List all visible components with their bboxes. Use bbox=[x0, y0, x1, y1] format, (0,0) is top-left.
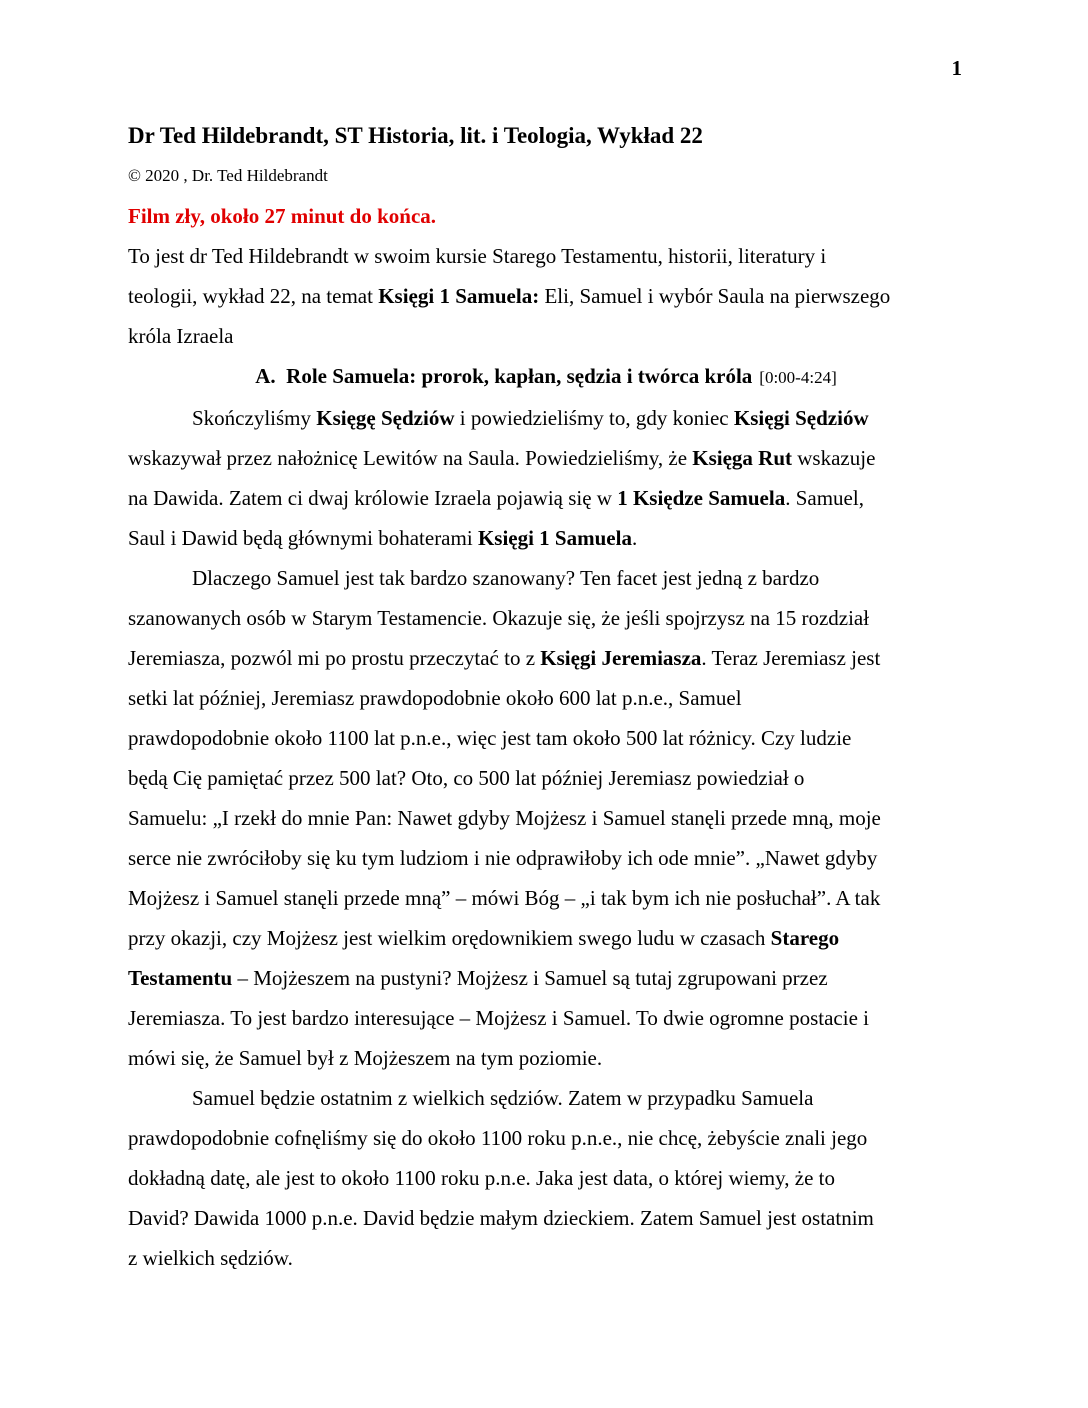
text-run: – Mojżeszem na pustyni? Mojżesz i Samuel są tutaj zgrupowani przez bbox=[232, 966, 828, 990]
bold-text-run: 1 Księdze Samuela bbox=[617, 486, 786, 510]
text-run: dokładną datę, ale jest to około 1100 roku p.n.e. Jaka jest data, o której wiemy, że to bbox=[128, 1166, 835, 1190]
text-line bbox=[128, 958, 964, 998]
text-run: mówi się, że Samuel był z Mojżeszem na tym poziomie. bbox=[128, 1046, 603, 1070]
section-timecode: [0:00-4:24] bbox=[759, 368, 837, 387]
text-line bbox=[128, 276, 964, 316]
text-line bbox=[128, 798, 964, 838]
text-run: Mojżesz i Samuel stanęli przede mną” – mówi Bóg – „i tak bym ich nie posłuchał”. A tak bbox=[128, 886, 881, 910]
section-heading-label: A. Role Samuela: prorok, kapłan, sędzia i twórca króla bbox=[255, 364, 753, 388]
video-warning-text: Film zły, około 27 minut do końca. bbox=[128, 204, 437, 228]
text-line bbox=[128, 678, 964, 718]
bold-text-run: Starego bbox=[770, 926, 840, 950]
page-number: 1 bbox=[951, 56, 962, 80]
text-run: . bbox=[631, 526, 638, 550]
text-run: szanowanych osób w Starym Testamencie. Okazuje się, że jeśli spojrzysz na 15 rozdział bbox=[128, 606, 870, 630]
text-run: Saul i Dawid będą głównymi bohaterami bbox=[128, 526, 478, 550]
text-line bbox=[128, 518, 964, 558]
text-line bbox=[128, 1238, 964, 1278]
intro-paragraphs bbox=[128, 236, 964, 356]
text-line bbox=[128, 438, 964, 478]
text-run: wskazywał przez nałożnicę Lewitów na Saula. Powiedzieliśmy, że bbox=[128, 446, 693, 470]
text-run: i powiedzieliśmy to, gdy koniec bbox=[454, 406, 734, 430]
paragraph bbox=[128, 398, 964, 558]
text-line bbox=[128, 878, 964, 918]
text-line bbox=[128, 398, 964, 438]
text-run: To jest dr Ted Hildebrandt w swoim kursie Starego Testamentu, historii, literatury i bbox=[128, 244, 827, 268]
bold-text-run: Księgi 1 Samuela: bbox=[378, 284, 540, 308]
bold-text-run: Księgi 1 Samuela bbox=[477, 526, 632, 550]
paragraph bbox=[128, 558, 964, 1078]
text-run: z wielkich sędziów. bbox=[128, 1246, 293, 1270]
text-run: . Samuel, bbox=[785, 486, 864, 510]
text-line bbox=[128, 1158, 964, 1198]
text-run: króla Izraela bbox=[128, 324, 234, 348]
bold-text-run: Księga Rut bbox=[692, 446, 793, 470]
text-line bbox=[128, 1198, 964, 1238]
document-content bbox=[128, 116, 964, 1278]
copyright-line: © 2020 , Dr. Ted Hildebrandt bbox=[128, 166, 328, 185]
document-title: Dr Ted Hildebrandt, ST Historia, lit. i Teologia, Wykład 22 bbox=[128, 123, 703, 148]
text-line bbox=[128, 758, 964, 798]
paragraph bbox=[128, 236, 964, 356]
text-run: na Dawida. Zatem ci dwaj królowie Izraela pojawią się w bbox=[128, 486, 618, 510]
text-line bbox=[128, 638, 964, 678]
text-line bbox=[128, 236, 964, 276]
text-run: . Teraz Jeremiasz jest bbox=[701, 646, 881, 670]
text-line bbox=[128, 598, 964, 638]
text-line bbox=[128, 1038, 964, 1078]
text-line bbox=[128, 838, 964, 878]
text-run: Skończyliśmy bbox=[192, 406, 317, 430]
text-run: Samuelu: „I rzekł do mnie Pan: Nawet gdyby Mojżesz i Samuel stanęli przede mną, moje bbox=[128, 806, 881, 830]
text-run: Jeremiasza, pozwól mi po prostu przeczytać to z bbox=[128, 646, 541, 670]
body-paragraphs bbox=[128, 398, 964, 1278]
text-line bbox=[128, 478, 964, 518]
text-line bbox=[128, 316, 964, 356]
text-run: przy okazji, czy Mojżesz jest wielkim orędownikiem swego ludu w czasach bbox=[128, 926, 771, 950]
text-run: prawdopodobnie cofnęliśmy się do około 1100 roku p.n.e., nie chcę, żebyście znali jego bbox=[128, 1126, 868, 1150]
text-run: Dlaczego Samuel jest tak bardzo szanowany? Ten facet jest jedną z bardzo bbox=[192, 566, 820, 590]
text-line bbox=[128, 998, 964, 1038]
bold-text-run: Księgę Sędziów bbox=[316, 406, 455, 430]
bold-text-run: Testamentu bbox=[128, 966, 233, 990]
text-line bbox=[128, 918, 964, 958]
text-run: wskazuje bbox=[792, 446, 876, 470]
text-line bbox=[128, 718, 964, 758]
text-run: Eli, Samuel i wybór Saula na pierwszego bbox=[539, 284, 891, 308]
text-run: David? Dawida 1000 p.n.e. David będzie małym dzieckiem. Zatem Samuel jest ostatnim bbox=[128, 1206, 874, 1230]
text-run: prawdopodobnie około 1100 lat p.n.e., więc jest tam około 500 lat różnicy. Czy ludzie bbox=[128, 726, 852, 750]
text-line bbox=[128, 1078, 964, 1118]
section-heading bbox=[128, 356, 964, 398]
text-line bbox=[128, 1118, 964, 1158]
text-line bbox=[128, 558, 964, 598]
paragraph bbox=[128, 1078, 964, 1278]
text-run: Samuel będzie ostatnim z wielkich sędziów. Zatem w przypadku Samuela bbox=[192, 1086, 814, 1110]
text-run: teologii, wykład 22, na temat bbox=[128, 284, 379, 308]
text-run: setki lat później, Jeremiasz prawdopodobnie około 600 lat p.n.e., Samuel bbox=[128, 686, 742, 710]
bold-text-run: Księgi Jeremiasza bbox=[540, 646, 702, 670]
text-run: serce nie zwróciłoby się ku tym ludziom i nie odprawiłoby ich ode mnie”. „Nawet gdyby bbox=[128, 846, 878, 870]
text-run: będą Cię pamiętać przez 500 lat? Oto, co 500 lat później Jeremiasz powiedział o bbox=[128, 766, 805, 790]
text-run: Jeremiasza. To jest bardzo interesujące – Mojżesz i Samuel. To dwie ogromne postacie i bbox=[128, 1006, 869, 1030]
bold-text-run: Księgi Sędziów bbox=[733, 406, 869, 430]
